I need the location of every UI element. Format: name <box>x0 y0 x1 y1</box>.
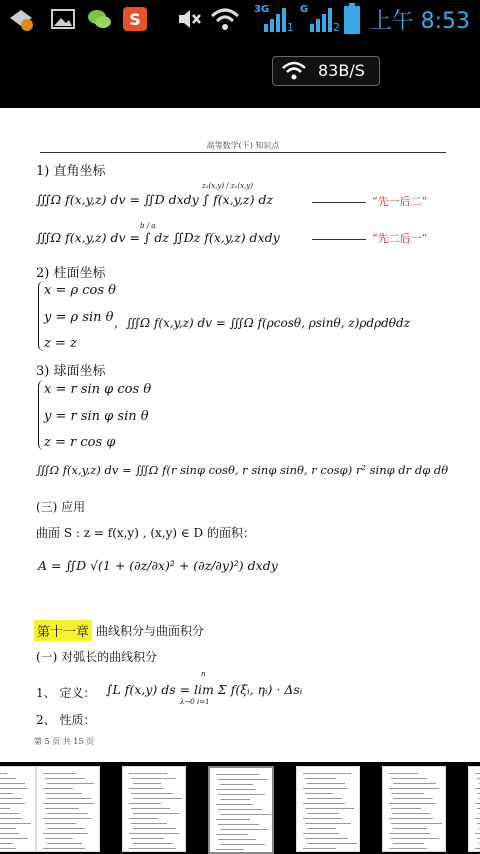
page-header: 高等数学(下) 知识点 <box>40 140 446 153</box>
clock: 上午 8:53 <box>369 9 470 34</box>
vibrate-mute-icon <box>176 6 202 32</box>
equation-cartesian-2: ∭Ω f(x,y,z) dv = ∫ dz ∬Dz f(x,y,z) dxdy <box>36 230 280 245</box>
page-thumbnail[interactable] <box>296 766 360 852</box>
equation-cartesian-1: ∭Ω f(x,y,z) dv = ∬D dxdy ∫ f(x,y,z) dz <box>36 192 274 207</box>
document-page[interactable] <box>0 108 480 762</box>
surface-area-text: 曲面 S : z = f(x,y) , (x,y) ∈ D 的面积： <box>36 526 255 540</box>
svg-text:S: S <box>129 10 141 29</box>
chapter-title: 曲线积分与曲面积分 <box>96 624 205 638</box>
section-arc-length-integral: (一) 对弧长的曲线积分 <box>36 650 158 664</box>
definition-label: 1、 定义： <box>36 686 96 700</box>
signal-sim2-icon: G 2 <box>300 4 340 34</box>
equation-surface-area: A = ∬D √(1 + (∂z/∂x)² + (∂z/∂y)²) dxdy <box>38 558 278 573</box>
chapter-label: 第十一章 <box>34 620 92 641</box>
cyl-y: y = ρ sin θ <box>44 310 114 325</box>
page-thumbnail-strip[interactable] <box>0 762 480 854</box>
page-thumbnail[interactable] <box>36 766 100 852</box>
sim2-label: 2 <box>333 21 340 34</box>
equation-cartesian-2-bounds: b / a <box>140 222 156 230</box>
equation-cylindrical: ，∭Ω f(x,y,z) dv = ∭Ω f(ρcosθ, ρsinθ, z)ρdρdθdz <box>114 316 411 330</box>
network-speed-badge <box>272 56 380 86</box>
wifi-icon <box>210 6 240 32</box>
status-bar <box>0 0 480 38</box>
battery-icon <box>344 6 360 34</box>
sph-y: y = r sin φ sin θ <box>44 409 149 424</box>
page-footer: 第 5 页 共 15 页 <box>34 737 94 746</box>
page-thumbnail[interactable] <box>122 766 186 852</box>
section-cylindrical: 2) 柱面坐标 <box>36 266 106 281</box>
network-speed-value: 83B/S <box>318 61 365 80</box>
page-thumbnail[interactable] <box>382 766 446 852</box>
tag-first-two-then-one: “先二后一” <box>372 232 428 245</box>
sph-z: z = r cos φ <box>44 435 116 450</box>
properties-label: 2、 性质： <box>36 713 96 727</box>
vpn-icon <box>8 6 34 32</box>
network-type-label: 3G <box>254 4 270 15</box>
page-thumbnail-current[interactable] <box>208 766 274 854</box>
section-applications: (三) 应用 <box>36 500 86 514</box>
gallery-icon <box>50 6 76 32</box>
equation-definition-upper: n <box>201 670 206 678</box>
equation-spherical: ∭Ω f(x,y,z) dv = ∭Ω f(r sinφ cosθ, r sinφ sinθ, r cosφ) r² sinφ dr dφ dθ <box>36 463 449 477</box>
tag-first-one-then-two: “先一后二” <box>372 195 428 208</box>
cyl-x: x = ρ cos θ <box>44 283 117 298</box>
sim1-label: 1 <box>287 21 294 34</box>
page-thumbnail[interactable] <box>0 766 36 852</box>
equation-definition: ∫L f(x,y) ds = lim Σ f(ξᵢ, ηᵢ) · Δsᵢ <box>106 682 303 697</box>
wifi-icon <box>281 60 307 82</box>
sph-x: x = r sin φ cos θ <box>44 382 152 397</box>
section-cartesian: 1) 直角坐标 <box>36 164 106 179</box>
equation-cartesian-1-bounds: z₂(x,y) / z₁(x,y) <box>202 182 253 190</box>
wechat-icon <box>86 6 112 32</box>
equation-definition-lower: λ→0 i=1 <box>180 698 210 706</box>
section-spherical: 3) 球面坐标 <box>36 364 106 379</box>
page-thumbnail[interactable] <box>468 766 480 852</box>
cyl-z: z = z <box>44 336 77 351</box>
sogou-input-icon <box>122 6 148 32</box>
signal-sim1-icon <box>256 4 292 32</box>
